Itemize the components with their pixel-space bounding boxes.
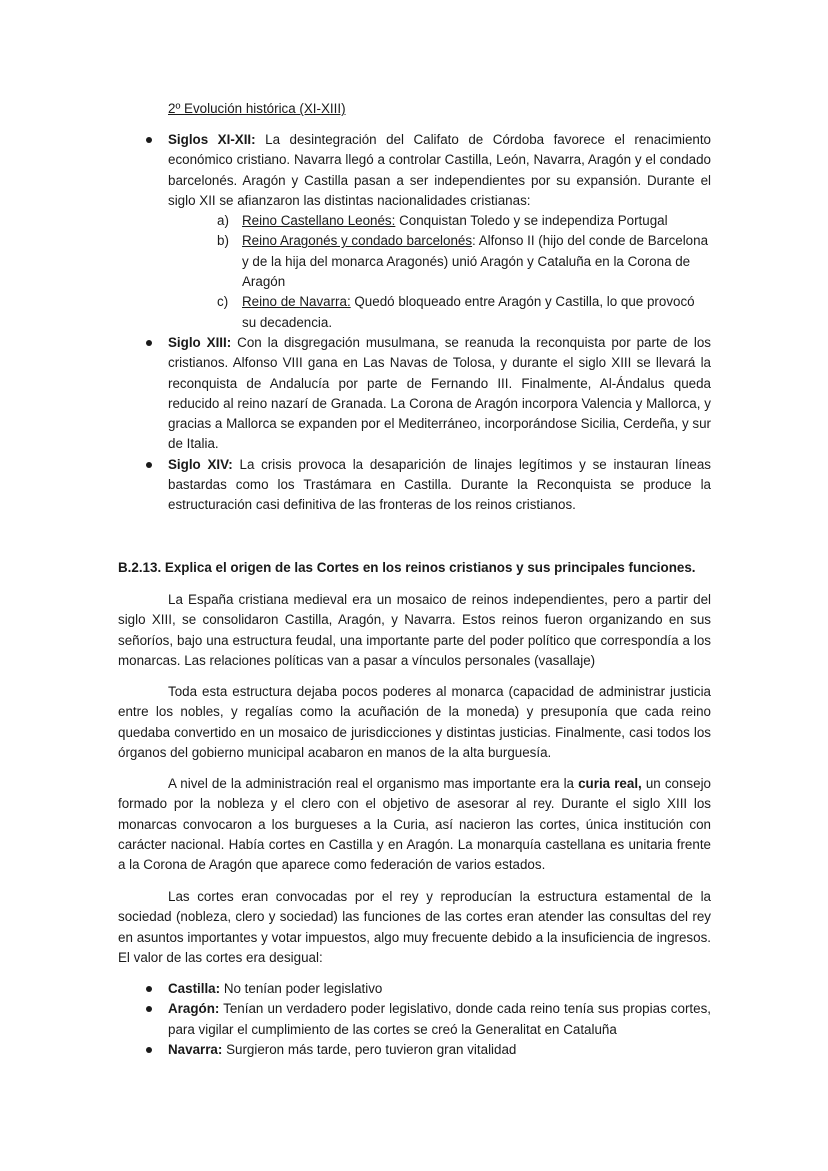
cortes-list: [168, 979, 711, 1060]
item-label: Aragón:: [168, 1001, 220, 1017]
item-text: Con la disgregación musulmana, se reanuda la reconquista por parte de los cristianos. Alfonso VIII gana en Las Navas de Tolosa, y durante el siglo XIII se llevará la reconquista de Andalucía por parte de Fernando III. Finalmente, Al-Ándalus queda reducido al reino nazarí de Granada. La Corona de Aragón incorpora Valencia y Mallorca, y gracias a Mallorca se expanden por el Mediterráneo, incorporándose Sicilia, Cerdeña, y sur de Italia.: [168, 334, 711, 452]
list-item-siglos-xi-xii: [168, 130, 711, 333]
sublist-item-navarra: [217, 292, 711, 333]
item-label: Siglo XIII:: [168, 334, 232, 350]
sublist-marker: a): [217, 213, 229, 229]
section-subtitle: 2º Evolución histórica (XI-XIII): [168, 101, 346, 116]
item-label: Siglo XIV:: [168, 456, 233, 472]
list-item-siglo-xiii: [168, 333, 711, 455]
paragraph-bold: curia real,: [578, 776, 642, 791]
paragraph-text: un consejo formado por la nobleza y el clero con el objetivo de asesorar al rey. Durante el siglo XIII los monarcas convocaron a los burgueses a la Curia, así nacieron las cortes, única institución con carácter nacional. Había cortes en Castilla y en Aragón. La monarquía castellana es unitaria frente a la Corona de Aragón que aparece como federación de varios estados.: [118, 776, 711, 873]
paragraph-functions: Las cortes eran convocadas por el rey y reproducían la estructura estamental de la sociedad (nobleza, clero y sociedad) las funciones de las cortes eran atender las consultas del rey en asuntos importantes y votar impuestos, algo muy frecuente debido a la insuficiencia de ingresos. El valor de las cortes era desigual:: [118, 889, 711, 965]
item-label: Siglos XI-XII:: [168, 132, 256, 147]
sublist-text: Conquistan Toledo y se independiza Portugal: [395, 213, 668, 229]
item-label: Castilla:: [168, 981, 221, 996]
list-item-siglo-xiv: [168, 455, 711, 516]
sublist-label: Reino de Navarra:: [242, 294, 351, 310]
list-item-navarra: [168, 1040, 711, 1060]
question-heading: B.2.13. Explica el origen de las Cortes en los reinos cristianos y sus principales funciones.: [118, 560, 696, 575]
paragraph-text: A nivel de la administración real el organismo mas importante era la: [168, 776, 579, 791]
sublist-text: Quedó bloqueado entre Aragón y Castilla, lo que provocó su decadencia.: [242, 294, 695, 330]
history-list: [168, 130, 711, 516]
list-item-aragon: [168, 999, 711, 1040]
paragraph-structure: Toda esta estructura dejaba pocos poderes al monarca (capacidad de administrar justicia entre los nobles, y regalías como la acuñación de la moneda) y presuponía que cada reino quedaba convertido en un mosaico de jurisdicciones y distintas justicias. Finalmente, casi todos los órganos del gobierno municipal acabaron en manos de la alta burguesía.: [118, 684, 711, 760]
sublist-label: Reino Castellano Leonés:: [242, 213, 396, 229]
item-text: La desintegración del Califato de Córdoba favorece el renacimiento económico cristiano. Navarra llegó a controlar Castilla, León, Navarra, Aragón y el condado barcelonés. Aragón y Castilla pasan a ser independientes por su expansión. Durante el siglo XII se afianzaron las distintas nacionalidades cristianas:: [168, 132, 712, 208]
sublist-label: Reino Aragonés y condado barcelonés: [242, 233, 473, 249]
sublist-marker: b): [217, 233, 229, 249]
item-label: Navarra:: [168, 1041, 223, 1057]
sublist-marker: c): [217, 294, 229, 310]
kingdoms-sublist: [217, 211, 711, 333]
sublist-item-castellano: [217, 211, 711, 231]
item-text: No tenían poder legislativo: [220, 981, 383, 996]
item-text: La crisis provoca la desaparición de linajes legítimos y se instauran líneas bastardas como los Trastámara en Castilla. Durante la Reconquista se produce la estructuración casi definitiva de las fronteras de los reinos cristianos.: [168, 456, 711, 513]
item-text: Tenían un verdadero poder legislativo, donde cada reino tenía sus propias cortes, para vigilar el cumplimiento de las cortes se creó la Generalitat en Cataluña: [168, 1001, 711, 1037]
list-item-castilla: [168, 979, 711, 999]
item-text: Surgieron más tarde, pero tuvieron gran vitalidad: [222, 1041, 517, 1057]
paragraph-origin: La España cristiana medieval era un mosaico de reinos independientes, pero a partir del siglo XIII, se consolidaron Castilla, Aragón, y Navarra. Estos reinos fueron organizando en sus señoríos, bajo una estructura feudal, una importante parte del poder político que correspondía a los monarcas. Las relaciones políticas van a pasar a vínculos personales (vasallaje): [118, 592, 711, 668]
paragraph-curia: [118, 774, 711, 875]
sublist-text: : Alfonso II (hijo del conde de Barcelona y de la hija del monarca Aragonés) unió Aragón y Cataluña en la Corona de Aragón: [242, 233, 709, 290]
sublist-item-aragones: [217, 231, 711, 292]
